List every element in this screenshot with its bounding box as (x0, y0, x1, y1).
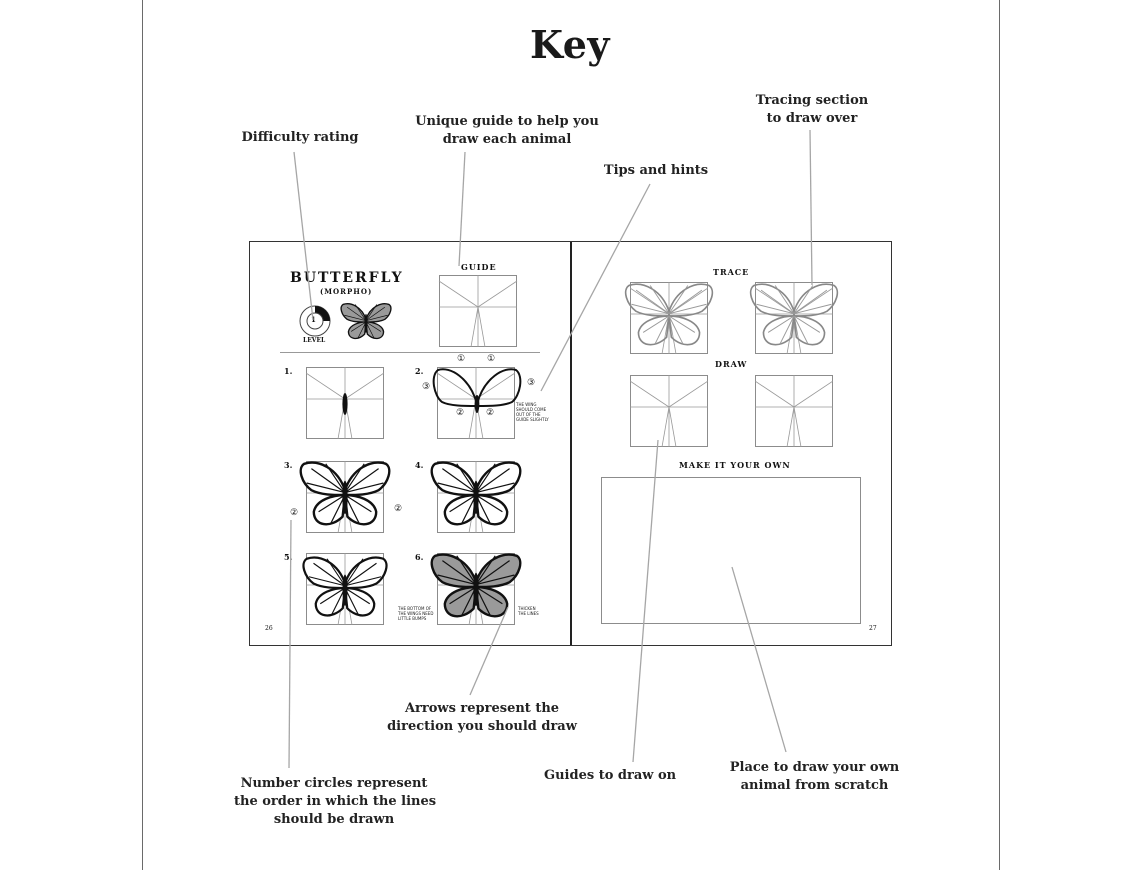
leader-tracing (810, 130, 812, 285)
leader-number-circles (289, 520, 291, 768)
step-2-circle-1b: ① (487, 354, 496, 364)
animal-subheading: (MORPHO) (320, 287, 373, 296)
step-2-circle-2: ② (456, 408, 465, 418)
leader-place-own (732, 567, 786, 752)
callout-guide: Unique guide to help you draw each animal (415, 114, 599, 147)
leader-guide (459, 152, 465, 266)
step-3-circle-2b: ② (394, 504, 403, 514)
guide-label: GUIDE (461, 262, 497, 272)
note-wing-edge: THE WING SHOULD COME OUT OF THE GUIDE SLIGHTLY (516, 402, 549, 422)
level-number: 1 (311, 315, 316, 324)
draw-label: DRAW (715, 359, 748, 369)
step-5-label: 5. (284, 552, 293, 562)
step-1-label: 1. (284, 366, 293, 376)
page-title: Key (530, 22, 610, 67)
page-number-left: 26 (265, 625, 273, 632)
callout-tips: Tips and hints (603, 163, 709, 178)
callout-place-own: Place to draw your own animal from scratch (729, 760, 900, 793)
note-thicken: THICKEN THE LINES (518, 606, 539, 616)
leader-tips (541, 184, 650, 391)
level-label: LEVEL (303, 337, 326, 344)
step-3-label: 3. (284, 460, 293, 470)
trace-label: TRACE (713, 267, 750, 277)
make-it-your-own-label: MAKE IT YOUR OWN (679, 460, 791, 470)
leader-difficulty (294, 152, 313, 320)
callout-difficulty: Difficulty rating (241, 130, 359, 145)
step-2-label: 2. (415, 366, 424, 376)
step-3-circle-2: ② (290, 508, 299, 518)
leader-guides-draw-on (633, 440, 658, 762)
step-4-label: 4. (415, 460, 424, 470)
animal-heading: BUTTERFLY (290, 270, 404, 286)
step-2-circle-3b: ③ (527, 378, 536, 388)
step-2-circle-3: ③ (422, 382, 431, 392)
step-2-circle-2b: ② (486, 408, 495, 418)
note-bumps: THE BOTTOM OF THE WINGS NEED LITTLE BUMPS (398, 606, 434, 621)
callout-arrows: Arrows represent the direction you should draw (387, 701, 577, 734)
callout-number-circles: Number circles represent the order in which the lines should be drawn (234, 776, 437, 827)
callout-guides-draw-on: Guides to draw on (544, 768, 677, 783)
leader-arrows (470, 607, 508, 695)
callout-tracing: Tracing section to draw over (755, 93, 869, 126)
step-2-circle-1: ① (457, 354, 466, 364)
step-6-label: 6. (415, 552, 424, 562)
page-number-right: 27 (869, 625, 877, 632)
